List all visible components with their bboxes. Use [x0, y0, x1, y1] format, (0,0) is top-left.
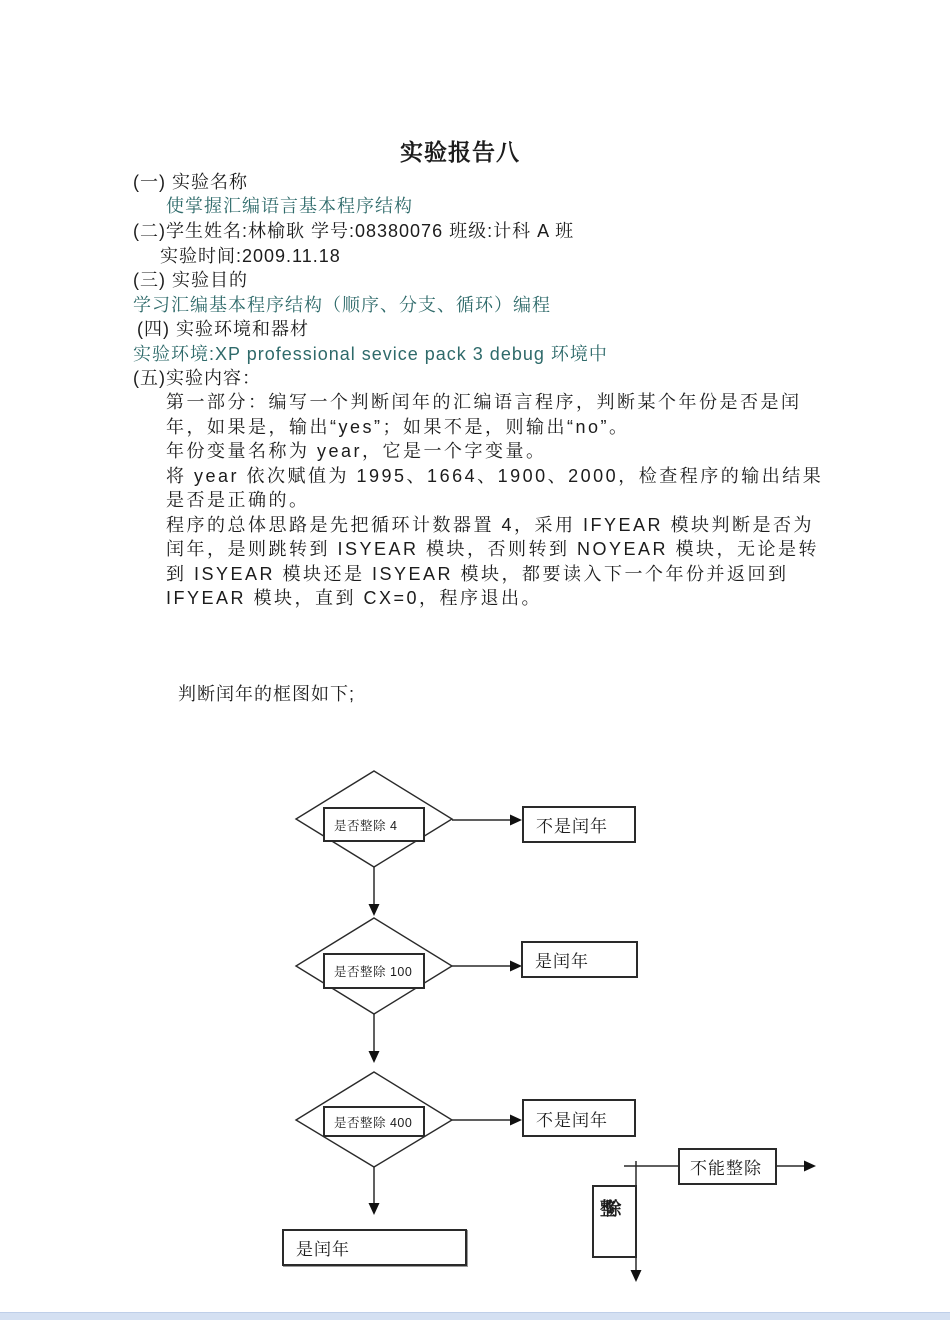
outcome-box-not-leap-top: 不是闰年: [522, 806, 636, 843]
outcome-box-cannot-divide: 不能整除: [678, 1148, 777, 1185]
overlap-text: 整除: [600, 1199, 612, 1219]
content-paragraph-line: 年份变量名称为 year，它是一个字变量。: [166, 441, 547, 461]
outcome-box-not-leap-bottom: 不是闰年: [522, 1099, 636, 1137]
content-paragraph-line: 将 year 依次赋值为 1995、1664、1900、2000，检查程序的输出结果: [166, 466, 824, 486]
experiment-purpose: 学习汇编基本程序结构（顺序、分支、循环）编程: [133, 295, 551, 315]
overlap-text-box: [592, 1185, 637, 1258]
content-paragraph-line: 年，如果是，输出“yes”；如果不是，则输出“no”。: [166, 417, 630, 437]
content-paragraph-line: 是否是正确的。: [166, 490, 310, 510]
arrow-div400-to-notleap: [452, 1115, 522, 1126]
arrow-cannot-divide-right: [777, 1161, 816, 1172]
experiment-date: 实验时间:2009.11.18: [160, 246, 341, 266]
doc-title: 实验报告八: [400, 139, 520, 165]
condition-box-div4: 是否整除 4: [323, 807, 425, 842]
content-paragraph-line: 闰年，是则跳转到 ISYEAR 模块，否则转到 NOYEAR 模块，无论是转: [166, 539, 820, 559]
section-4-heading: (四) 实验环境和器材: [137, 319, 309, 339]
arrow-div4-down: [369, 867, 380, 916]
arrow-div100-to-leap: [452, 961, 522, 972]
section-1-heading: (一) 实验名称: [133, 172, 248, 192]
experiment-name: 使掌握汇编语言基本程序结构: [166, 196, 413, 216]
arrow-div4-to-notleap: [452, 815, 522, 826]
arrow-div100-down: [369, 1014, 380, 1063]
condition-box-div400: 是否整除 400: [323, 1106, 425, 1137]
experiment-environment: 实验环境:XP professional sevice pack 3 debug 环境中: [133, 344, 608, 364]
content-paragraph-line: 程序的总体思路是先把循环计数器置 4，采用 IFYEAR 模块判断是否为: [166, 515, 815, 535]
section-3-heading: (三) 实验目的: [133, 270, 248, 290]
content-paragraph-line: 到 ISYEAR 模块还是 ISYEAR 模块，都要读入下一个年份并返回到: [166, 564, 789, 584]
arrow-div400-down: [369, 1167, 380, 1215]
content-paragraph-line: 第一部分：编写一个判断闰年的汇编语言程序，判断某个年份是否是闰: [166, 392, 802, 412]
student-info: (二)学生姓名:林榆耿 学号:08380076 班级:计科 A 班: [133, 221, 575, 241]
content-paragraph-line: IFYEAR 模块，直到 CX=0，程序退出。: [166, 588, 543, 608]
section-5-heading: (五)实验内容：: [133, 368, 261, 388]
footer-bar: [0, 1312, 950, 1320]
outcome-box-leap-final: 是闰年: [282, 1229, 467, 1266]
flowchart-caption: 判断闰年的框图如下;: [178, 684, 356, 704]
outcome-box-leap-mid: 是闰年: [521, 941, 638, 978]
condition-box-div100: 是否整除 100: [323, 953, 425, 989]
